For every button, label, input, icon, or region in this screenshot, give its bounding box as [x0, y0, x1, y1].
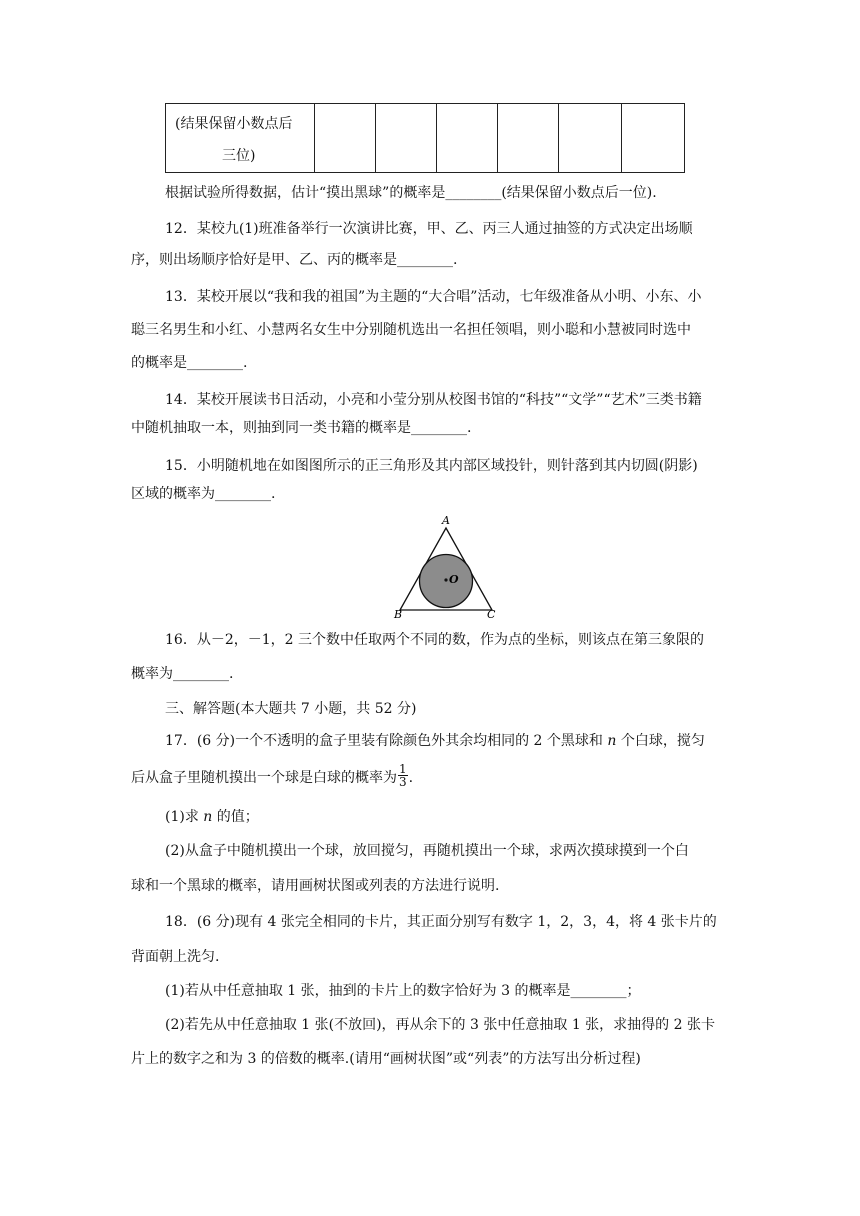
q16-line2: 概率为________. — [131, 666, 234, 682]
q17-sub1-a: (1)求 — [165, 809, 204, 825]
table-cell-empty — [622, 104, 685, 173]
q18-sub2-line1: (2)若先从中任意抽取 1 张(不放回)，再从余下的 3 张中任意抽取 1 张，求抽得的 2 张卡 — [165, 1017, 715, 1033]
table-cell-empty — [315, 104, 376, 173]
var-n: n — [203, 809, 213, 825]
q14-line1: 14．某校开展读书日活动，小亮和小莹分别从校图书馆的“科技”“文学”“艺术”三类书籍 — [165, 392, 702, 408]
q13-line2: 聪三名男生和小红、小慧两名女生中分别随机选出一名担任领唱，则小聪和小慧被同时选中 — [131, 322, 691, 338]
q17-sub1-b: 的值； — [212, 809, 259, 825]
section-heading-answers: 三、解答题(本大题共 7 小题，共 52 分) — [165, 701, 417, 717]
q12-line2: 序，则出场顺序恰好是甲、乙、丙的概率是________. — [131, 252, 458, 268]
q17-text-a: 17．(6 分)一个不透明的盒子里装有除颜色外其余均相同的 2 个黑球和 — [165, 733, 608, 749]
q18-sub1: (1)若从中任意抽取 1 张，抽到的卡片上的数字恰好为 3 的概率是________； — [165, 983, 641, 999]
q15-line2: 区域的概率为________. — [131, 486, 276, 502]
q15-line1: 15．小明随机地在如图图所示的正三角形及其内部区域投针，则针落到其内切圆(阴影) — [165, 458, 698, 474]
q13-line1: 13．某校开展以“我和我的祖国”为主题的“大合唱”活动，七年级准备从小明、小东、小 — [165, 289, 702, 305]
vertex-label-a: A — [442, 514, 450, 527]
q16-line1: 16．从－2，－1，2 三个数中任取两个不同的数，作为点的坐标，则该点在第三象限的 — [165, 632, 704, 648]
q12-line1: 12．某校九(1)班准备举行一次演讲比赛，甲、乙、丙三人通过抽签的方式决定出场顺 — [165, 221, 693, 237]
frequency-table-fragment — [165, 103, 685, 173]
fraction-denominator: 3 — [399, 774, 407, 789]
table-row — [166, 104, 685, 173]
q17-text-d: . — [408, 770, 414, 786]
q17-text-c: 后从盒子里随机摸出一个球是白球的概率为 — [131, 770, 397, 786]
table-cell-empty — [498, 104, 559, 173]
fraction-one-third — [398, 763, 408, 788]
vertex-label-c: C — [487, 608, 496, 620]
table-cell-empty — [437, 104, 498, 173]
q18-line1: 18．(6 分)现有 4 张完全相同的卡片，其正面分别写有数字 1，2，3，4，将 4 张卡片的 — [165, 914, 717, 930]
table-cell-empty — [376, 104, 437, 173]
q17-sub2-line1: (2)从盒子中随机摸出一个球，放回搅匀，再随机摸出一个球，求两次摸球摸到一个白 — [165, 843, 689, 859]
q17-sub1 — [165, 807, 259, 827]
fraction-numerator: 1 — [399, 761, 407, 776]
triangle-incircle-figure — [390, 514, 510, 620]
q14-line2: 中随机抽取一本，则抽到同一类书籍的概率是________. — [131, 420, 472, 436]
q13-line3: 的概率是________. — [131, 355, 248, 371]
q18-sub2-line2: 片上的数字之和为 3 的倍数的概率.(请用“画树状图”或“列表”的方法写出分析过程) — [131, 1051, 641, 1067]
center-label-o: O — [449, 573, 459, 586]
vertex-label-b: B — [394, 608, 403, 620]
q17-text-b: 个白球，搅匀 — [616, 733, 705, 749]
row-label-line1: (结果保留小数点后 — [175, 116, 293, 132]
center-point — [444, 578, 447, 581]
q18-line2: 背面朝上洗匀. — [131, 949, 220, 965]
q11-conclusion-line: 根据试验所得数据，估计“摸出黑球”的概率是________(结果保留小数点后一位). — [165, 185, 657, 201]
table-cell-empty — [559, 104, 622, 173]
q17-line2 — [131, 761, 414, 789]
row-label-line2: 三位) — [222, 148, 256, 164]
q17-line1 — [165, 731, 705, 751]
table-row-label — [166, 104, 315, 173]
q17-sub2-line2: 球和一个黑球的概率，请用画树状图或列表的方法进行说明. — [131, 878, 500, 894]
var-n: n — [607, 733, 617, 749]
